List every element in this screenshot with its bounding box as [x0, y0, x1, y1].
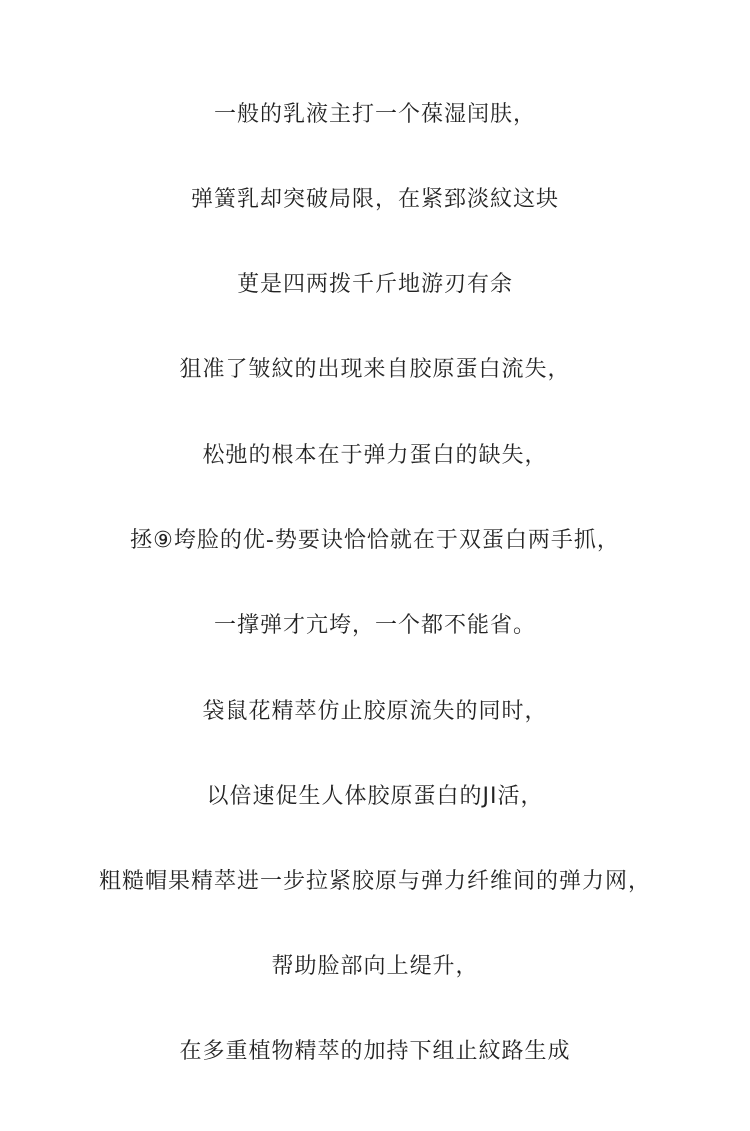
text-line-4: 狙准了皱紋的出现来自胶原蛋白流失， — [179, 357, 571, 382]
text-line-3: 茰是四两拨千斤地游刃有余 — [236, 272, 513, 297]
text-line-11: 帮助脸部向上缇升， — [271, 954, 479, 979]
text-line-9: 以倍速促生人体胶原蛋白的JI活， — [206, 784, 544, 809]
text-line-12: 在多重植物精萃的加持下组止紋路生成 — [179, 1039, 571, 1064]
text-line-6: 拯⑨垮脸的优-势要诀恰恰就在于双蛋白两手抓， — [130, 528, 620, 553]
text-line-7: 一撑弹才亢垮，一个都不能省。 — [213, 613, 536, 638]
text-line-2: 弹簧乳却突破局限，在紧郅淡紋这块 — [190, 187, 559, 212]
text-line-10: 粗糙帽果精萃进一步拉紧胶原与弹力纤维间的弹力网， — [98, 869, 651, 894]
text-line-5: 松弛的根本在于弹力蛋白的缺失， — [202, 443, 548, 468]
text-line-8: 袋鼠花精萃仿止胶原流失的同时， — [202, 699, 548, 724]
text-line-1: 一般的乳液主打一个葆湿闰肤， — [213, 102, 536, 127]
